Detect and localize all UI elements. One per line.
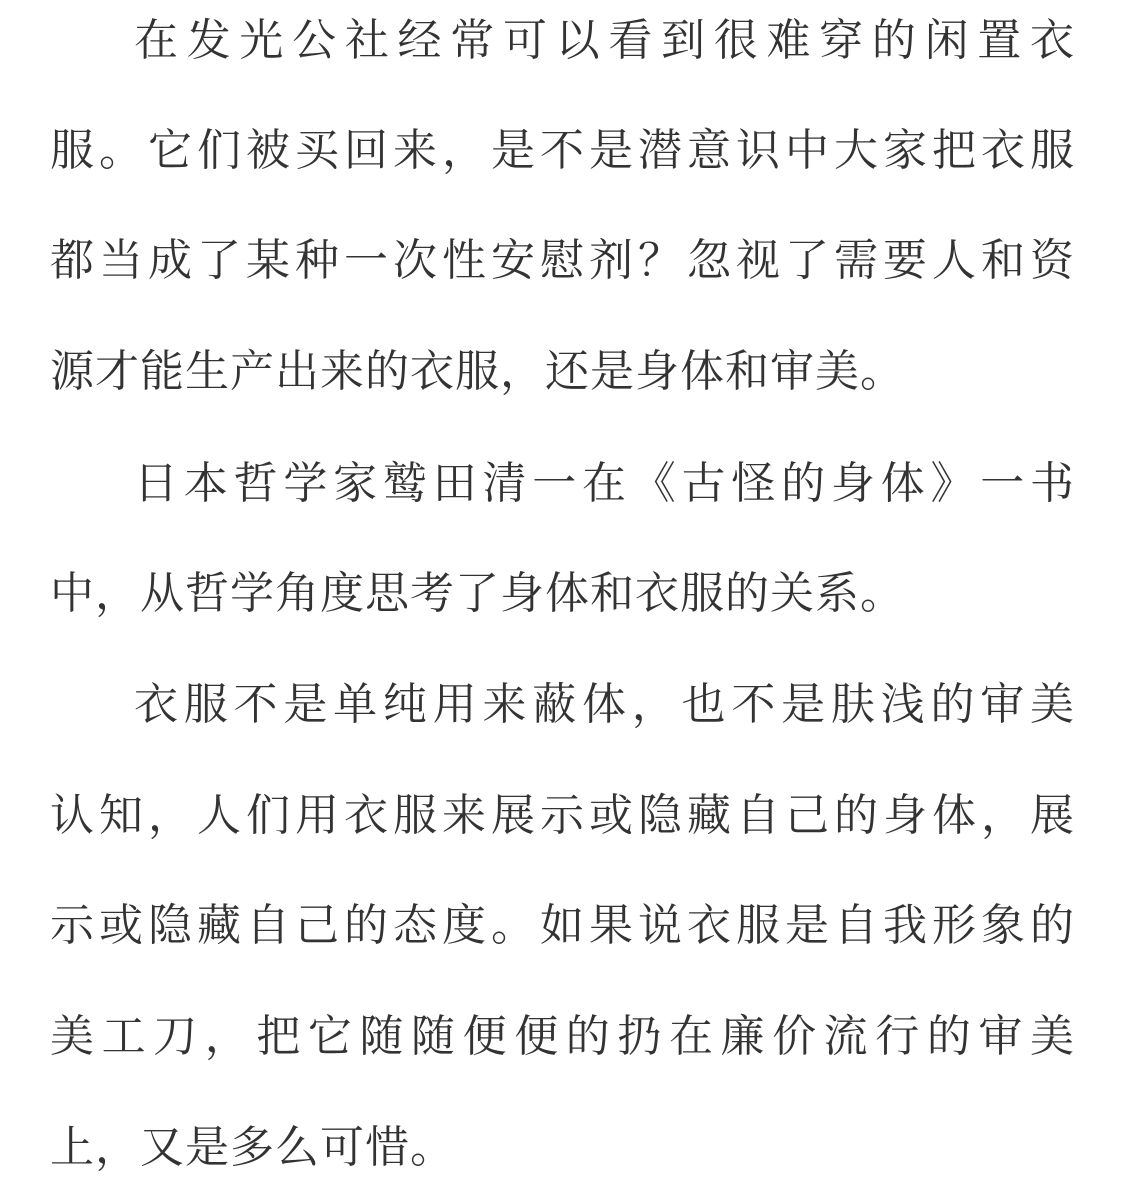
text-line: 衣服不是单纯用来蔽体，也不是肤浅的审美 xyxy=(134,679,1075,730)
text-line: 美工刀，把它随随便便的扔在廉价流行的审美 xyxy=(50,1011,1075,1062)
text-line: 认知，人们用衣服来展示或隐藏自己的身体，展 xyxy=(50,790,1075,841)
text-line: 中，从哲学角度思考了身体和衣服的关系。 xyxy=(50,568,905,619)
text-line: 源才能生产出来的衣服，还是身体和审美。 xyxy=(50,346,905,397)
text-line: 服。它们被买回来，是不是潜意识中大家把衣服 xyxy=(50,125,1075,176)
text-line: 在发光公社经常可以看到很难穿的闲置衣 xyxy=(134,15,1075,66)
text-line: 日本哲学家鹫田清一在《古怪的身体》一书 xyxy=(134,458,1075,509)
text-line: 都当成了某种一次性安慰剂？忽视了需要人和资 xyxy=(50,235,1075,286)
text-line: 示或隐藏自己的态度。如果说衣服是自我形象的 xyxy=(50,900,1075,951)
text-line: 上，又是多么可惜。 xyxy=(50,1122,455,1173)
